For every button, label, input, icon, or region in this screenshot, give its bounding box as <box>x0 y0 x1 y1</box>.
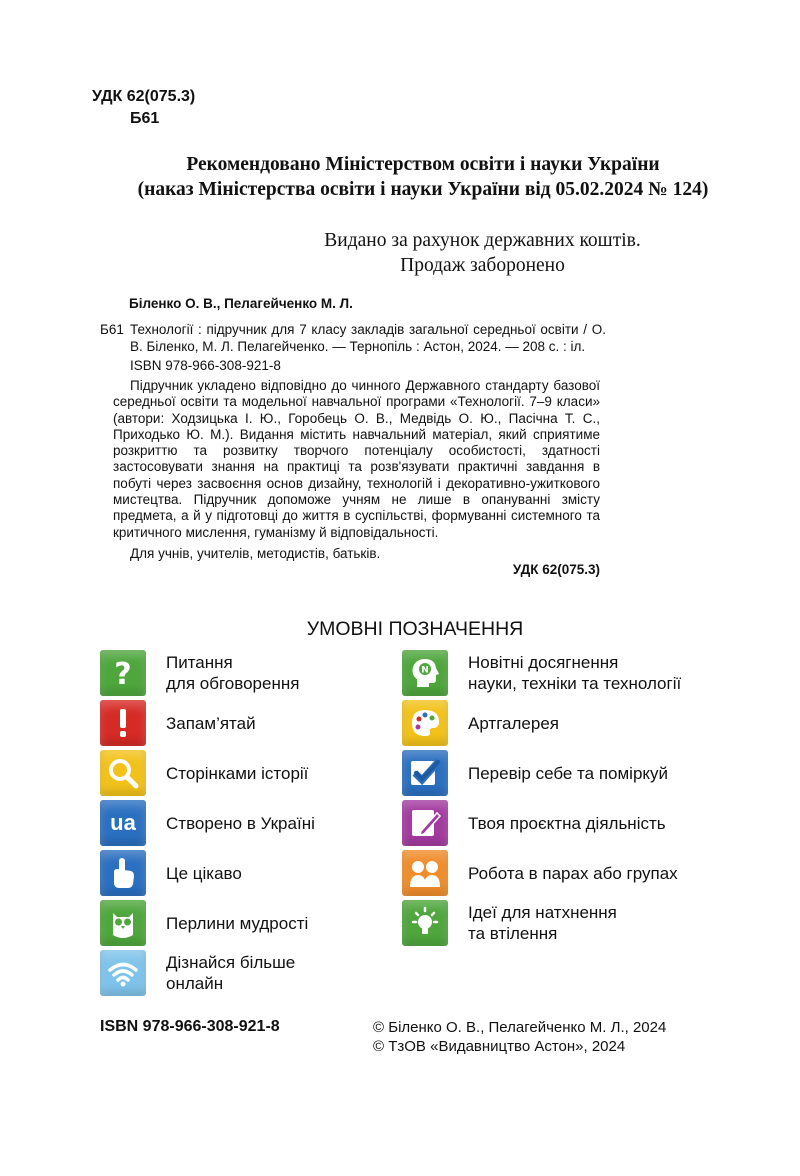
legend-label: Артгалерея <box>468 713 559 733</box>
legend-item-innovations <box>402 650 681 696</box>
legend-item-remember <box>100 700 256 746</box>
magnifier-icon <box>100 750 146 796</box>
copyright-authors: © Біленко О. В., Пелагейченко М. Л., 2024 <box>373 1019 667 1036</box>
legend-label: Сторінками історії <box>166 763 309 783</box>
annotation: Підручник укладено відповідно до чинного Державного стандарту базової середньої освіти та модельної навчальної програми «Технології. 7–9 класи» (автори: Ходзицька І. Ю., Горобець О. В., Медвідь О. Ю., Пасічна Т. С., Приходько Ю. М.). Видання містить навчальний матеріал, який сприятиме розкриттю та розвитку творчого потенціалу особистості, здатності застосовувати знання на практиці та розв'язувати практичні завдання в побуті через засвоєння основ дизайну, технологій і декоративно-ужиткового мистецтва. Підручник допоможе учням не лише в опануванні змісту предмета, а й у підготовці до життя в суспільстві, формуванні системного та критичного мислення, гуманізму й відповідальності. <box>113 378 600 540</box>
isbn-line: ISBN 978-966-308-921-8 <box>130 358 281 373</box>
legend-item-project <box>402 800 666 846</box>
innovation-head-icon <box>402 650 448 696</box>
ua-icon: ua <box>100 800 146 846</box>
pencil-icon <box>402 800 448 846</box>
legend-label: Перевір себе та поміркуй <box>468 763 669 783</box>
svg-text:?: ? <box>114 657 132 691</box>
question-icon <box>100 650 146 696</box>
footer-isbn: ISBN 978-966-308-921-8 <box>100 1018 280 1035</box>
checkmark-icon <box>402 750 448 796</box>
owl-icon <box>100 900 146 946</box>
legend-item-interesting <box>100 850 242 896</box>
audience: Для учнів, учителів, методистів, батьків. <box>130 546 381 561</box>
biblio-text: Технології : підручник для 7 класу закладів загальної середньої освіти / О. В. Біленко, М. Л. Пелагейченко. — Тернопіль : Астон, 2024. — 208 с. : іл. <box>130 322 606 354</box>
legend-title: УМОВНІ ПОЗНАЧЕННЯ <box>306 618 524 640</box>
udk-bottom: УДК 62(075.3) <box>512 562 600 577</box>
legend-label: Запам’ятай <box>166 713 256 733</box>
legend-item-learn-online <box>100 950 295 996</box>
biblio-code: Б61 <box>100 322 124 337</box>
pair-people-icon <box>402 850 448 896</box>
legend-item-discussion <box>100 650 299 696</box>
bibliographic-description <box>100 321 606 355</box>
recommendation-line-2: (наказ Міністерства освіти і науки України від 05.02.2024 № 124) <box>137 179 709 200</box>
funding-block <box>0 228 800 278</box>
funding-line-1: Видано за рахунок державних коштів. <box>324 230 641 251</box>
legend-item-wisdom <box>100 900 308 946</box>
legend <box>100 650 720 1000</box>
recommendation-line-1: Рекомендовано Міністерством освіти і науки України <box>186 154 660 175</box>
legend-label: Створено в Україні <box>166 813 315 833</box>
legend-label: Твоя проєктна діяльність <box>468 813 666 833</box>
legend-label: Дізнайся більше онлайн <box>166 953 296 993</box>
legend-label: Це цікаво <box>166 863 242 883</box>
copyright-block <box>373 1018 666 1056</box>
recommendation-block <box>0 152 800 202</box>
legend-label: Новітні досягнення науки, техніки та технології <box>468 653 682 693</box>
legend-label: Робота в парах або групах <box>468 863 678 883</box>
library-code: Б61 <box>130 110 160 127</box>
lightbulb-icon <box>402 900 448 946</box>
legend-item-pair-work <box>402 850 678 896</box>
legend-item-history <box>100 750 308 796</box>
wifi-icon <box>100 950 146 996</box>
legend-item-self-check <box>402 750 668 796</box>
legend-item-art-gallery <box>402 700 559 746</box>
legend-item-made-in-ukraine <box>100 800 315 846</box>
exclamation-icon <box>100 700 146 746</box>
funding-line-2: Продаж заборонено <box>400 255 565 276</box>
udk-code: УДК 62(075.3) <box>92 88 196 105</box>
copyright-publisher: © ТзОВ «Видавництво Астон», 2024 <box>373 1038 626 1055</box>
svg-text:N: N <box>421 665 429 676</box>
legend-item-ideas <box>402 900 617 946</box>
authors: Біленко О. В., Пелагейченко М. Л. <box>129 296 353 311</box>
palette-icon <box>402 700 448 746</box>
pointing-hand-icon <box>100 850 146 896</box>
legend-label: Питання для обговорення <box>166 653 300 693</box>
legend-label: Ідеї для натхнення та втілення <box>468 903 617 943</box>
legend-label: Перлини мудрості <box>166 913 309 933</box>
udk-header <box>92 86 195 130</box>
